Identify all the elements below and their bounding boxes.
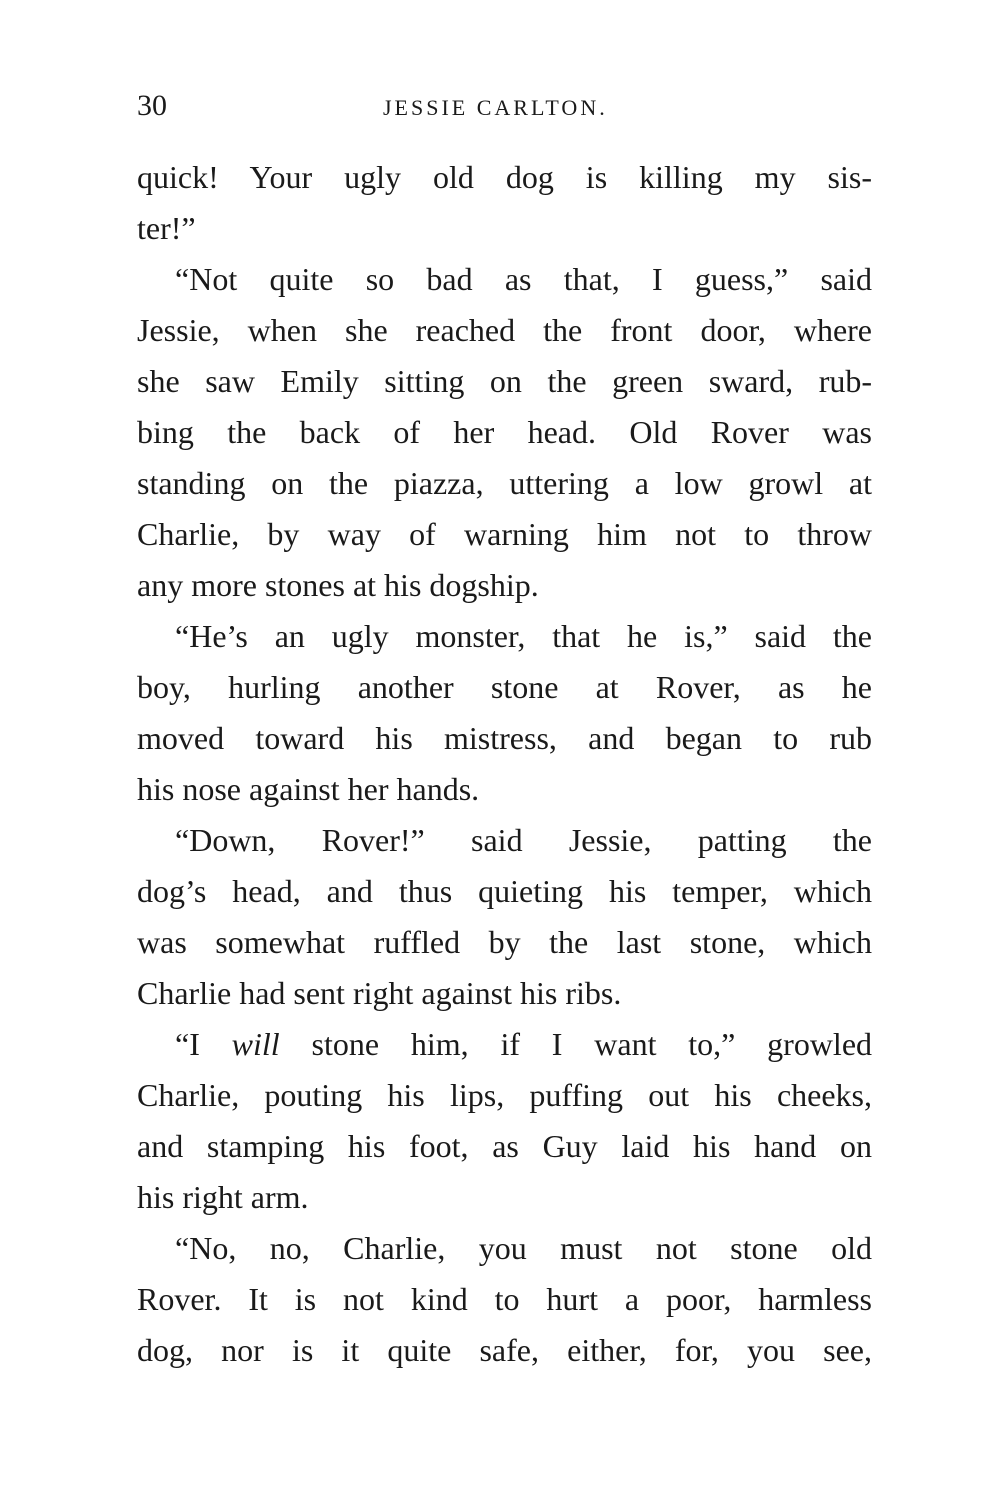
running-title: JESSIE CARLTON. — [383, 95, 608, 120]
italic-line-prefix: “I — [175, 1026, 232, 1062]
text-line-italic — [137, 1019, 872, 1070]
text-line: Rover. It is not kind to hurt a poor, harmless — [137, 1281, 872, 1317]
text-line: Jessie, when she reached the front door, where — [137, 312, 872, 348]
italic-line-suffix — [280, 1026, 312, 1062]
text-line: bing the back of her head. Old Rover was — [137, 414, 872, 450]
emphasis-word: will — [231, 1026, 280, 1062]
text-line: standing on the piazza, uttering a low growl at — [137, 465, 872, 501]
text-line: Charlie had sent right against his ribs. — [137, 975, 622, 1011]
text-line: boy, hurling another stone at Rover, as he — [137, 669, 872, 705]
text-line: his right arm. — [137, 1179, 309, 1215]
text-line: Charlie, pouting his lips, puffing out his cheeks, — [137, 1077, 872, 1113]
text-line: dog’s head, and thus quieting his temper, which — [137, 873, 872, 909]
text-line: quick! Your ugly old dog is killing my sis- — [137, 159, 872, 195]
page-number: 30 — [137, 89, 167, 122]
text-line: “Down, Rover!” said Jessie, patting the — [175, 822, 872, 858]
text-line: she saw Emily sitting on the green sward, rub- — [137, 363, 872, 399]
text-line: “Not quite so bad as that, I guess,” said — [175, 261, 872, 297]
body-text — [137, 152, 872, 1376]
text-line: dog, nor is it quite safe, either, for, you see, — [137, 1332, 872, 1368]
running-head — [137, 88, 872, 128]
text-line: his nose against her hands. — [137, 771, 480, 807]
text-line: ter!” — [137, 210, 196, 246]
text-line: “He’s an ugly monster, that he is,” said the — [175, 618, 872, 654]
text-line: “No, no, Charlie, you must not stone old — [175, 1230, 872, 1266]
text-line: Charlie, by way of warning him not to throw — [137, 516, 872, 552]
text-line: moved toward his mistress, and began to rub — [137, 720, 872, 756]
italic-line-rest: stone him, if I want to,” growled — [311, 1026, 872, 1062]
text-line: any more stones at his dogship. — [137, 567, 539, 603]
text-line: and stamping his foot, as Guy laid his hand on — [137, 1128, 872, 1164]
text-line: was somewhat ruffled by the last stone, which — [137, 924, 872, 960]
